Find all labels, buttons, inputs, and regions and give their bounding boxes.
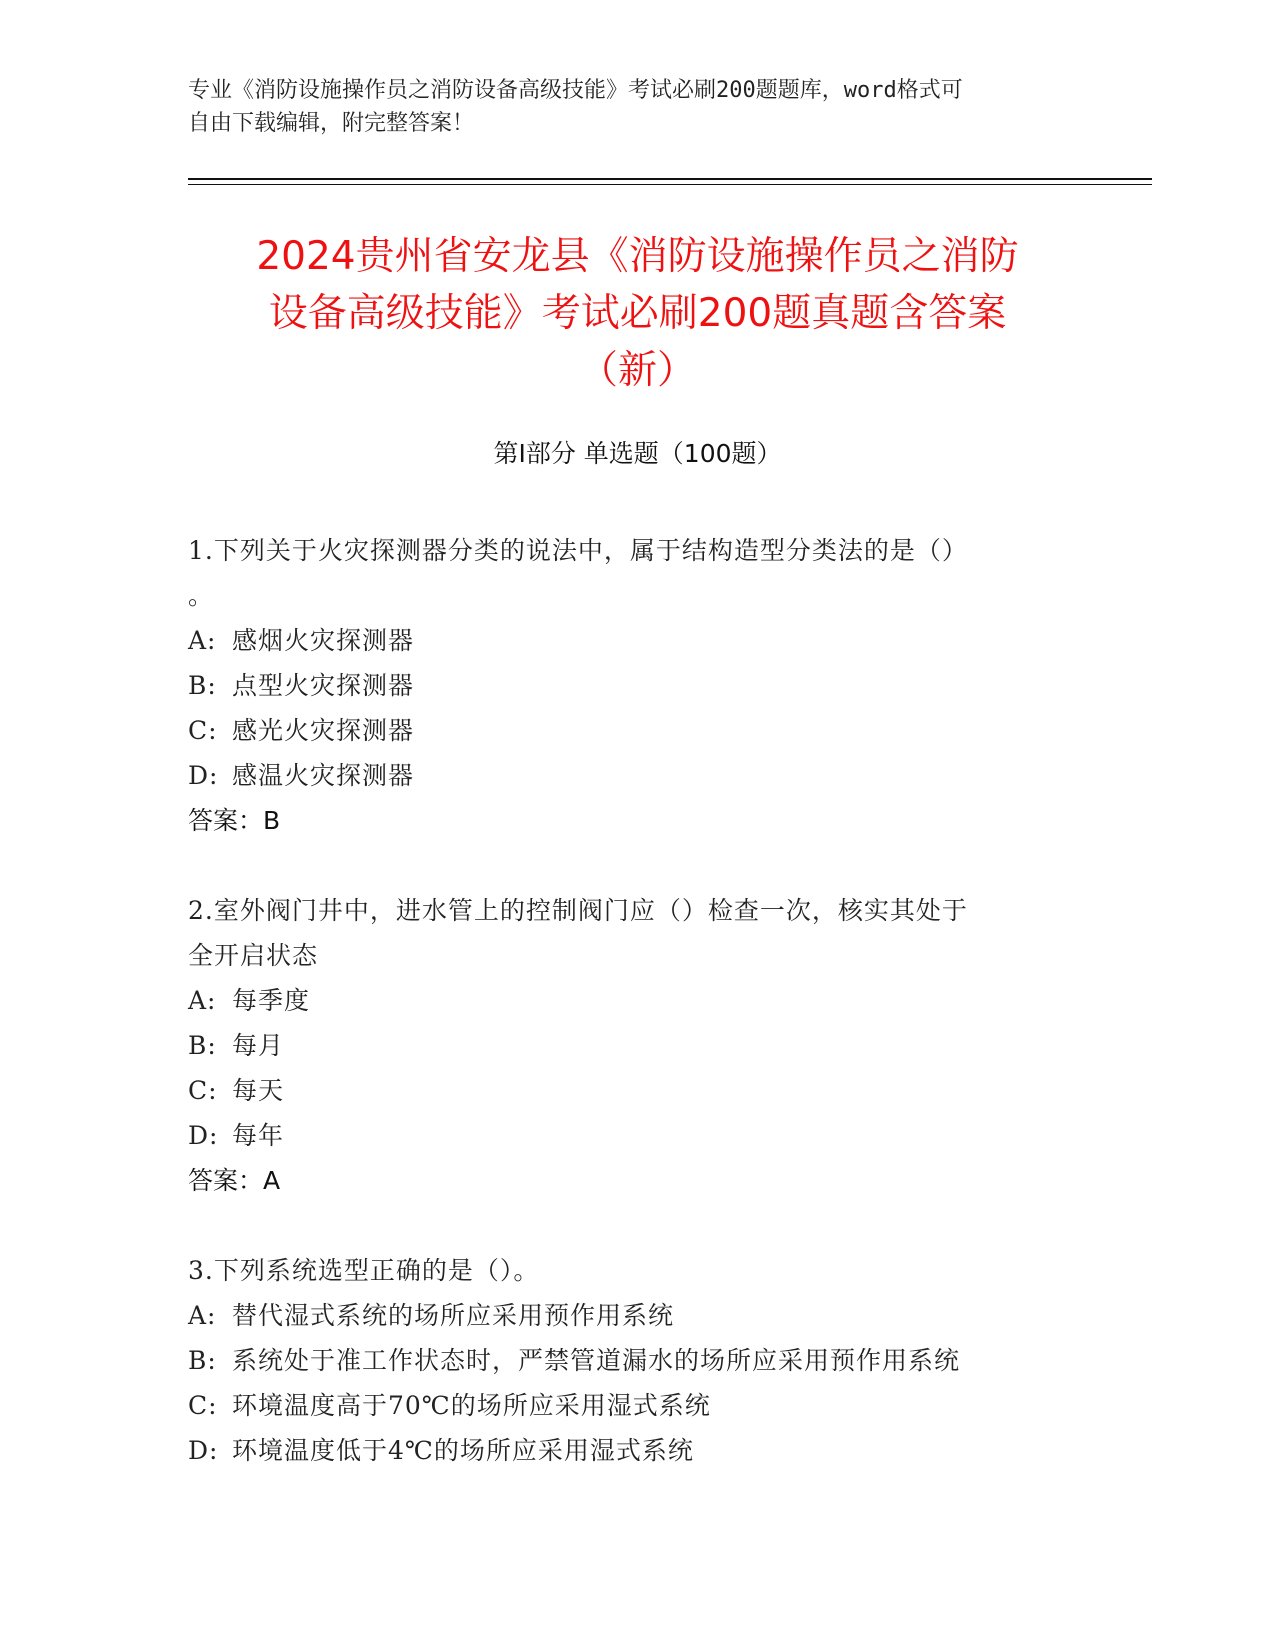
- question-stem: 2.室外阀门井中，进水管上的控制阀门应（）检查一次，核实其处于: [188, 896, 968, 925]
- option-letter: A:: [188, 986, 217, 1015]
- header-note-line: 自由下载编辑，附完整答案！: [188, 111, 475, 136]
- question-stem: 全开启状态: [188, 941, 319, 970]
- option-text: 点型火灾探测器: [232, 671, 415, 700]
- option-text: 系统处于准工作状态时，严禁管道漏水的场所应采用预作用系统: [232, 1346, 961, 1375]
- question-1: [188, 528, 1088, 844]
- option-a: [188, 1293, 1088, 1338]
- option-b: [188, 1338, 1088, 1383]
- option-text: 感温火灾探测器: [232, 761, 415, 790]
- header-divider-thin: [188, 184, 1152, 185]
- option-text: 每月: [232, 1031, 285, 1060]
- option-text: 环境温度低于4℃的场所应采用湿式系统: [232, 1436, 694, 1465]
- option-text: 感光火灾探测器: [232, 716, 415, 745]
- option-c: [188, 1068, 1088, 1113]
- question-stem: 3.下列系统选型正确的是（）。: [188, 1256, 540, 1285]
- header-note: [188, 74, 1088, 140]
- question-stem: 。: [188, 581, 215, 610]
- title-line: （新）: [578, 348, 696, 393]
- option-text: 感烟火灾探测器: [232, 626, 415, 655]
- option-text: 替代湿式系统的场所应采用预作用系统: [232, 1301, 675, 1330]
- title-line: 设备高级技能》考试必刷200题真题含答案: [268, 291, 1007, 336]
- option-d: [188, 1113, 1088, 1158]
- option-letter: B:: [188, 1031, 217, 1060]
- answer-line: 答案：B: [188, 806, 281, 835]
- option-letter: B:: [188, 1346, 217, 1375]
- question-3: [188, 1248, 1088, 1473]
- option-letter: D:: [188, 1121, 219, 1150]
- option-b: [188, 1023, 1088, 1068]
- option-c: [188, 1383, 1088, 1428]
- option-c: [188, 708, 1088, 753]
- option-letter: A:: [188, 626, 217, 655]
- option-letter: A:: [188, 1301, 217, 1330]
- header-divider-thick: [188, 178, 1152, 180]
- option-text: 每季度: [232, 986, 311, 1015]
- option-letter: B:: [188, 671, 217, 700]
- question-stem: 1.下列关于火灾探测器分类的说法中，属于结构造型分类法的是（）: [188, 536, 968, 565]
- option-letter: C:: [188, 1076, 218, 1105]
- title-line: 2024贵州省安龙县《消防设施操作员之消防: [256, 234, 1019, 279]
- answer-line: 答案：A: [188, 1166, 281, 1195]
- option-text: 环境温度高于70℃的场所应采用湿式系统: [232, 1391, 711, 1420]
- question-2: [188, 888, 1088, 1204]
- option-d: [188, 753, 1088, 798]
- question-list: [188, 528, 1088, 1517]
- option-letter: C:: [188, 716, 218, 745]
- option-letter: D:: [188, 761, 219, 790]
- option-text: 每年: [232, 1121, 285, 1150]
- option-a: [188, 618, 1088, 663]
- option-d: [188, 1428, 1088, 1473]
- option-b: [188, 663, 1088, 708]
- option-letter: D:: [188, 1436, 219, 1465]
- option-text: 每天: [232, 1076, 285, 1105]
- section-heading: 第Ⅰ部分 单选题（100题）: [493, 439, 782, 468]
- document-title: [150, 228, 1125, 399]
- option-a: [188, 978, 1088, 1023]
- header-note-line: 专业《消防设施操作员之消防设备高级技能》考试必刷200题题库，word格式可: [188, 78, 963, 103]
- option-letter: C:: [188, 1391, 218, 1420]
